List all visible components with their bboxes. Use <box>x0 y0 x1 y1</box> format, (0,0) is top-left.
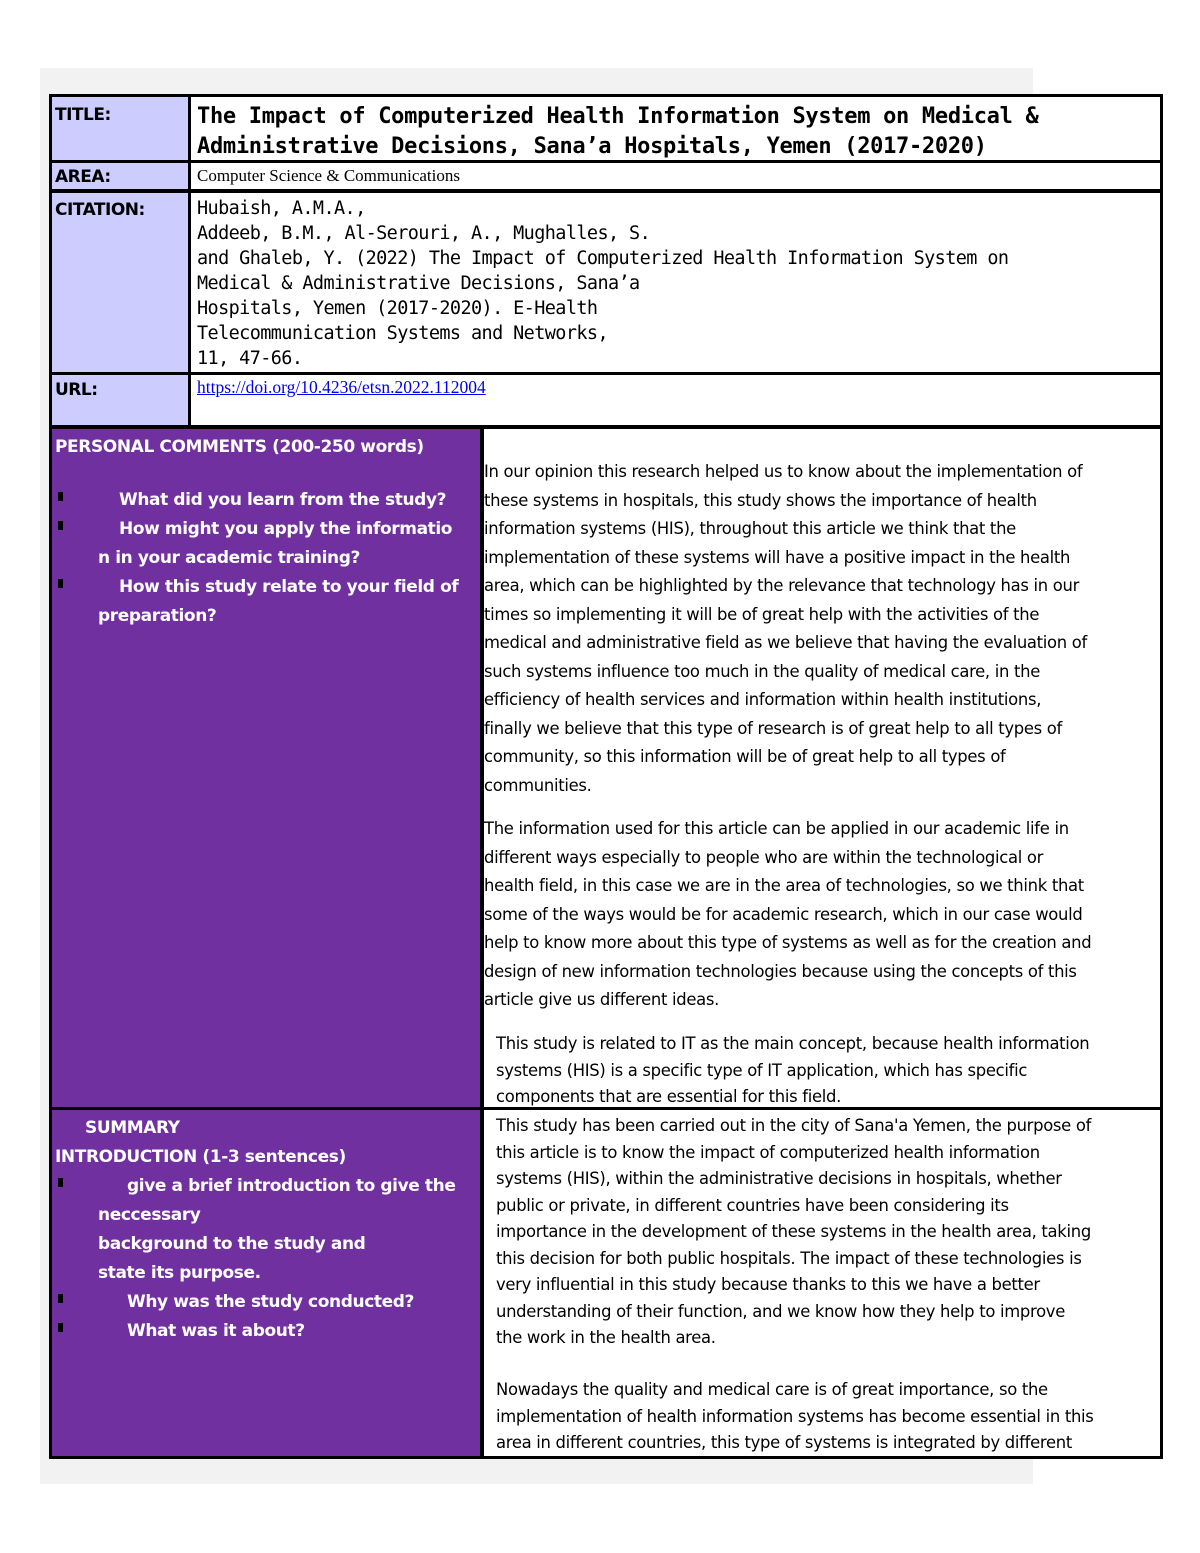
answer-line: systems (HIS) is a specific type of IT application, which has specific <box>496 1060 1028 1080</box>
answer-line: such systems influence too much in the quality of medical care, in the <box>484 661 1041 681</box>
title-line-2: Administrative Decisions, Sana’a Hospitals, Yemen (2017-2020) <box>197 134 987 159</box>
answer-line: health field, in this case we are in the area of technologies, so we think that <box>484 876 1084 895</box>
url-row <box>52 375 1160 429</box>
answer-line: this article is to know the impact of computerized health information <box>496 1142 1040 1162</box>
answer-line: Nowadays the quality and medical care is of great importance, so the <box>496 1380 1048 1399</box>
summary-bullet-intro <box>55 1172 480 1201</box>
personal-comments-heading: PERSONAL COMMENTS (200-250 words) <box>55 437 424 457</box>
answer-line: information systems (HIS), throughout this article we think that the <box>484 519 1016 538</box>
answer-line: In our opinion this research helped us to know about the implementation of <box>484 462 1083 481</box>
citation-line: Telecommunication Systems and Networks, <box>197 323 608 344</box>
answer-line: these systems in hospitals, this study shows the importance of health <box>484 490 1037 510</box>
question-apply-text: How might you apply the informatio <box>119 519 453 539</box>
question-apply-cont: n in your academic training? <box>98 548 360 568</box>
answer-line: implementation of these systems will have a positive impact in the health <box>484 547 1071 567</box>
introduction-heading: INTRODUCTION (1-3 sentences) <box>55 1147 346 1167</box>
summary-bullet-intro-cont: neccessary <box>98 1205 201 1225</box>
summary-bullet-intro-text: give a brief introduction to give the <box>127 1176 456 1196</box>
personal-answer-2 <box>484 815 1164 1015</box>
answer-line: community, so this information will be of great help to all types of <box>484 747 1006 766</box>
question-learn <box>55 486 480 515</box>
summary-answer-1 <box>496 1113 1164 1352</box>
url-value <box>194 375 1160 425</box>
answer-line: area, which can be highlighted by the relevance that technology has in our <box>484 576 1080 595</box>
answer-line: some of the ways would be for academic research, which in our case would <box>484 904 1083 924</box>
answer-line: times so implementing it will be of great help with the activities of the <box>484 604 1040 624</box>
question-apply <box>55 515 480 544</box>
answer-line: components that are essential for this field. <box>496 1087 842 1106</box>
summary-bullet-what-text: What was it about? <box>127 1321 305 1341</box>
summary-bullet-why-text: Why was the study conducted? <box>127 1292 414 1312</box>
citation-line: Hospitals, Yemen (2017-2020). E-Health <box>197 298 598 319</box>
area-value: Computer Science & Communications <box>197 166 460 185</box>
answer-line: article give us different ideas. <box>484 990 720 1009</box>
answer-line: this decision for both public hospitals. The impact of these technologies is <box>496 1248 1082 1268</box>
answer-line: different ways especially to people who are within the technological or <box>484 847 1044 867</box>
title-line-1: The Impact of Computerized Health Information System on Medical & <box>197 104 1039 129</box>
citation-row <box>52 193 1160 375</box>
question-relate-cont: preparation? <box>98 606 217 626</box>
citation-line: Addeeb, B.M., Al-Serouri, A., Mughalles, S. <box>197 223 651 244</box>
title-value <box>194 97 1160 160</box>
citation-label: CITATION: <box>52 193 191 372</box>
summary-bullet-intro-cont: state its purpose. <box>98 1263 261 1283</box>
area-label: AREA: <box>52 163 191 189</box>
answer-line: implementation of health information systems has become essential in this <box>496 1406 1094 1426</box>
summary-bullet-intro-cont: background to the study and <box>98 1234 366 1254</box>
summary-bullet-why <box>55 1288 480 1317</box>
summary-heading: SUMMARY <box>85 1118 180 1138</box>
answer-line: design of new information technologies because using the concepts of this <box>484 961 1077 981</box>
personal-comments-panel <box>52 429 480 1109</box>
answer-line: efficiency of health services and information within health institutions, <box>484 690 1042 709</box>
answer-line: area in different countries, this type of systems is integrated by different <box>496 1433 1072 1452</box>
doi-link[interactable]: https://doi.org/10.4236/etsn.2022.112004 <box>197 377 486 397</box>
citation-value <box>194 193 1160 372</box>
summary-bullet-what <box>55 1317 480 1346</box>
summary-panel <box>52 1110 480 1456</box>
column-divider <box>480 429 484 1456</box>
citation-line: 11, 47-66. <box>197 348 303 369</box>
answer-line: the work in the health area. <box>496 1328 716 1347</box>
title-label: TITLE: <box>52 97 191 160</box>
citation-line: and Ghaleb, Y. (2022) The Impact of Computerized Health Information System on <box>197 248 1009 269</box>
citation-line: Medical & Administrative Decisions, Sana’a <box>197 273 640 294</box>
answer-line: systems (HIS), within the administrative decisions in hospitals, whether <box>496 1169 1062 1188</box>
answer-line: This study has been carried out in the city of Sana'a Yemen, the purpose of <box>496 1116 1092 1135</box>
answer-line: public or private, in different countries have been considering its <box>496 1195 1009 1215</box>
answer-line: This study is related to IT as the main concept, because health information <box>496 1034 1090 1053</box>
question-learn-text: What did you learn from the study? <box>119 490 447 510</box>
personal-answer-1 <box>484 458 1164 800</box>
personal-answer-3 <box>496 1031 1164 1111</box>
answer-line: communities. <box>484 775 592 795</box>
answer-line: medical and administrative field as we believe that having the evaluation of <box>484 633 1087 652</box>
area-row <box>52 163 1160 193</box>
title-row <box>52 97 1160 163</box>
question-relate-text: How this study relate to your field of <box>119 577 459 597</box>
answer-line: very influential in this study because thanks to this we have a better <box>496 1275 1040 1294</box>
answer-line: importance in the development of these systems in the health area, taking <box>496 1222 1091 1241</box>
summary-answer-2 <box>496 1377 1164 1457</box>
citation-line: Hubaish, A.M.A., <box>197 198 366 219</box>
answer-line: understanding of their function, and we know how they help to improve <box>496 1301 1065 1321</box>
answer-line: help to know more about this type of systems as well as for the creation and <box>484 933 1092 952</box>
url-label: URL: <box>52 375 191 425</box>
answer-line: finally we believe that this type of research is of great help to all types of <box>484 718 1063 738</box>
question-relate <box>55 573 480 602</box>
form-table <box>49 94 1163 1459</box>
answer-line: The information used for this article can be applied in our academic life in <box>484 819 1069 838</box>
